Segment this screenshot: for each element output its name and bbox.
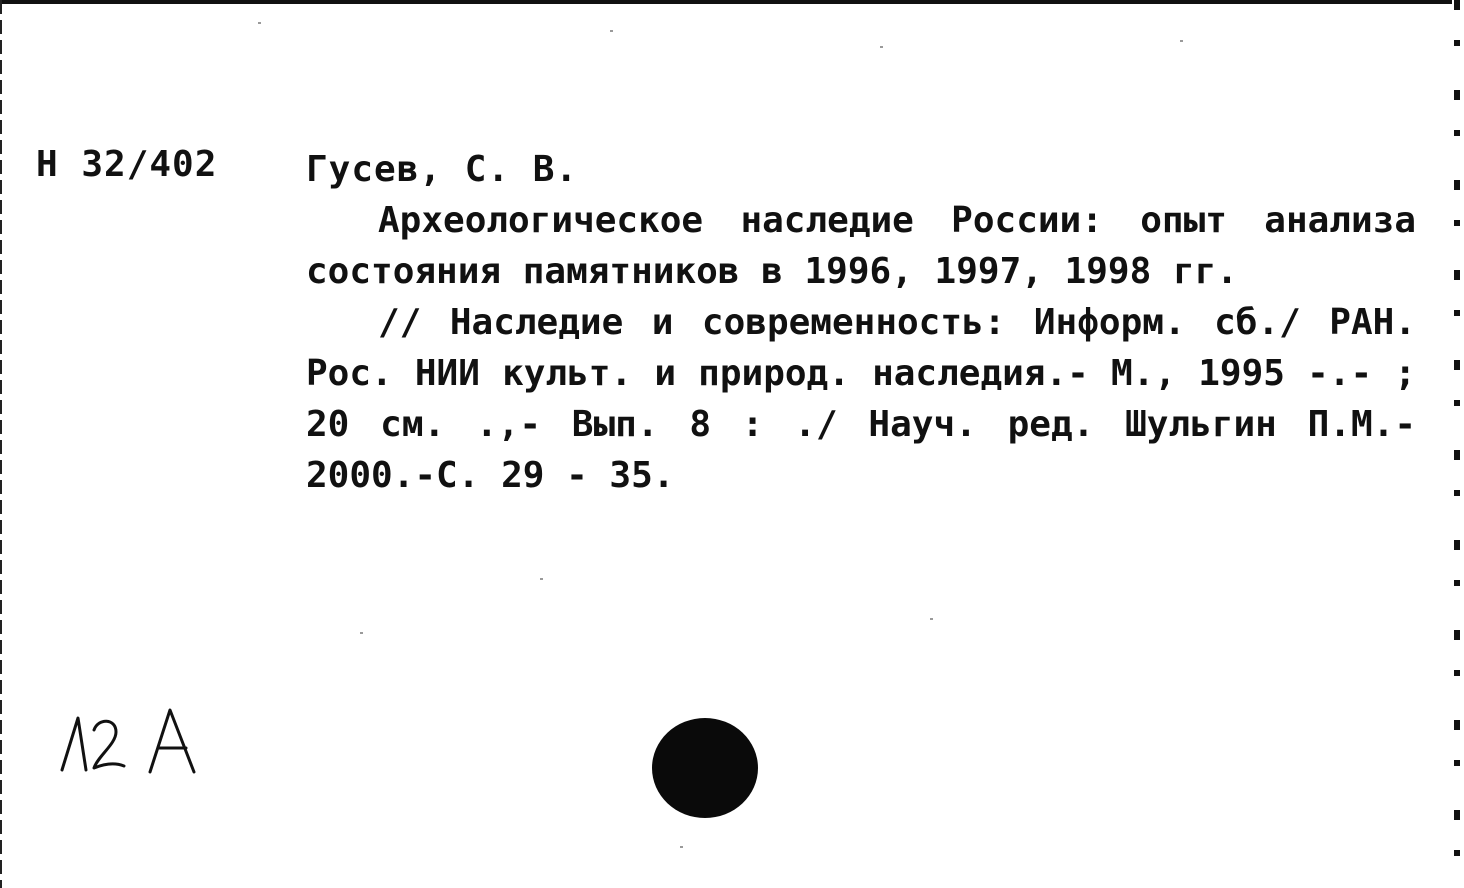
handwritten-note [58, 700, 208, 780]
speck [880, 46, 883, 48]
shelfmark: Н 32/402 [36, 144, 218, 185]
speck [680, 846, 683, 848]
speck [258, 22, 261, 24]
card-left-edge [0, 0, 2, 888]
author: Гусев, С. В. [306, 149, 579, 190]
card-top-edge [0, 0, 1452, 4]
card-right-edge [1454, 0, 1460, 888]
punch-hole [652, 718, 758, 818]
title-block: Археологическое наследие России: опыт анализа состояния памятников в 1996, 1997, 1998 гг. [306, 200, 1416, 292]
speck [540, 578, 543, 580]
source-block: // Наследие и современность: Информ. сб./ РАН. Рос. НИИ культ. и природ. наследия.- М., 1995 -.- ; 20 см. .,- Вып. 8 : ./ Науч. ред. Шульгин П.М.- 2000.-С. 29 - 35. [306, 302, 1416, 496]
bibliographic-entry [306, 144, 1416, 501]
speck [930, 618, 933, 620]
speck [610, 30, 613, 32]
speck [1180, 40, 1183, 42]
speck [360, 632, 363, 634]
